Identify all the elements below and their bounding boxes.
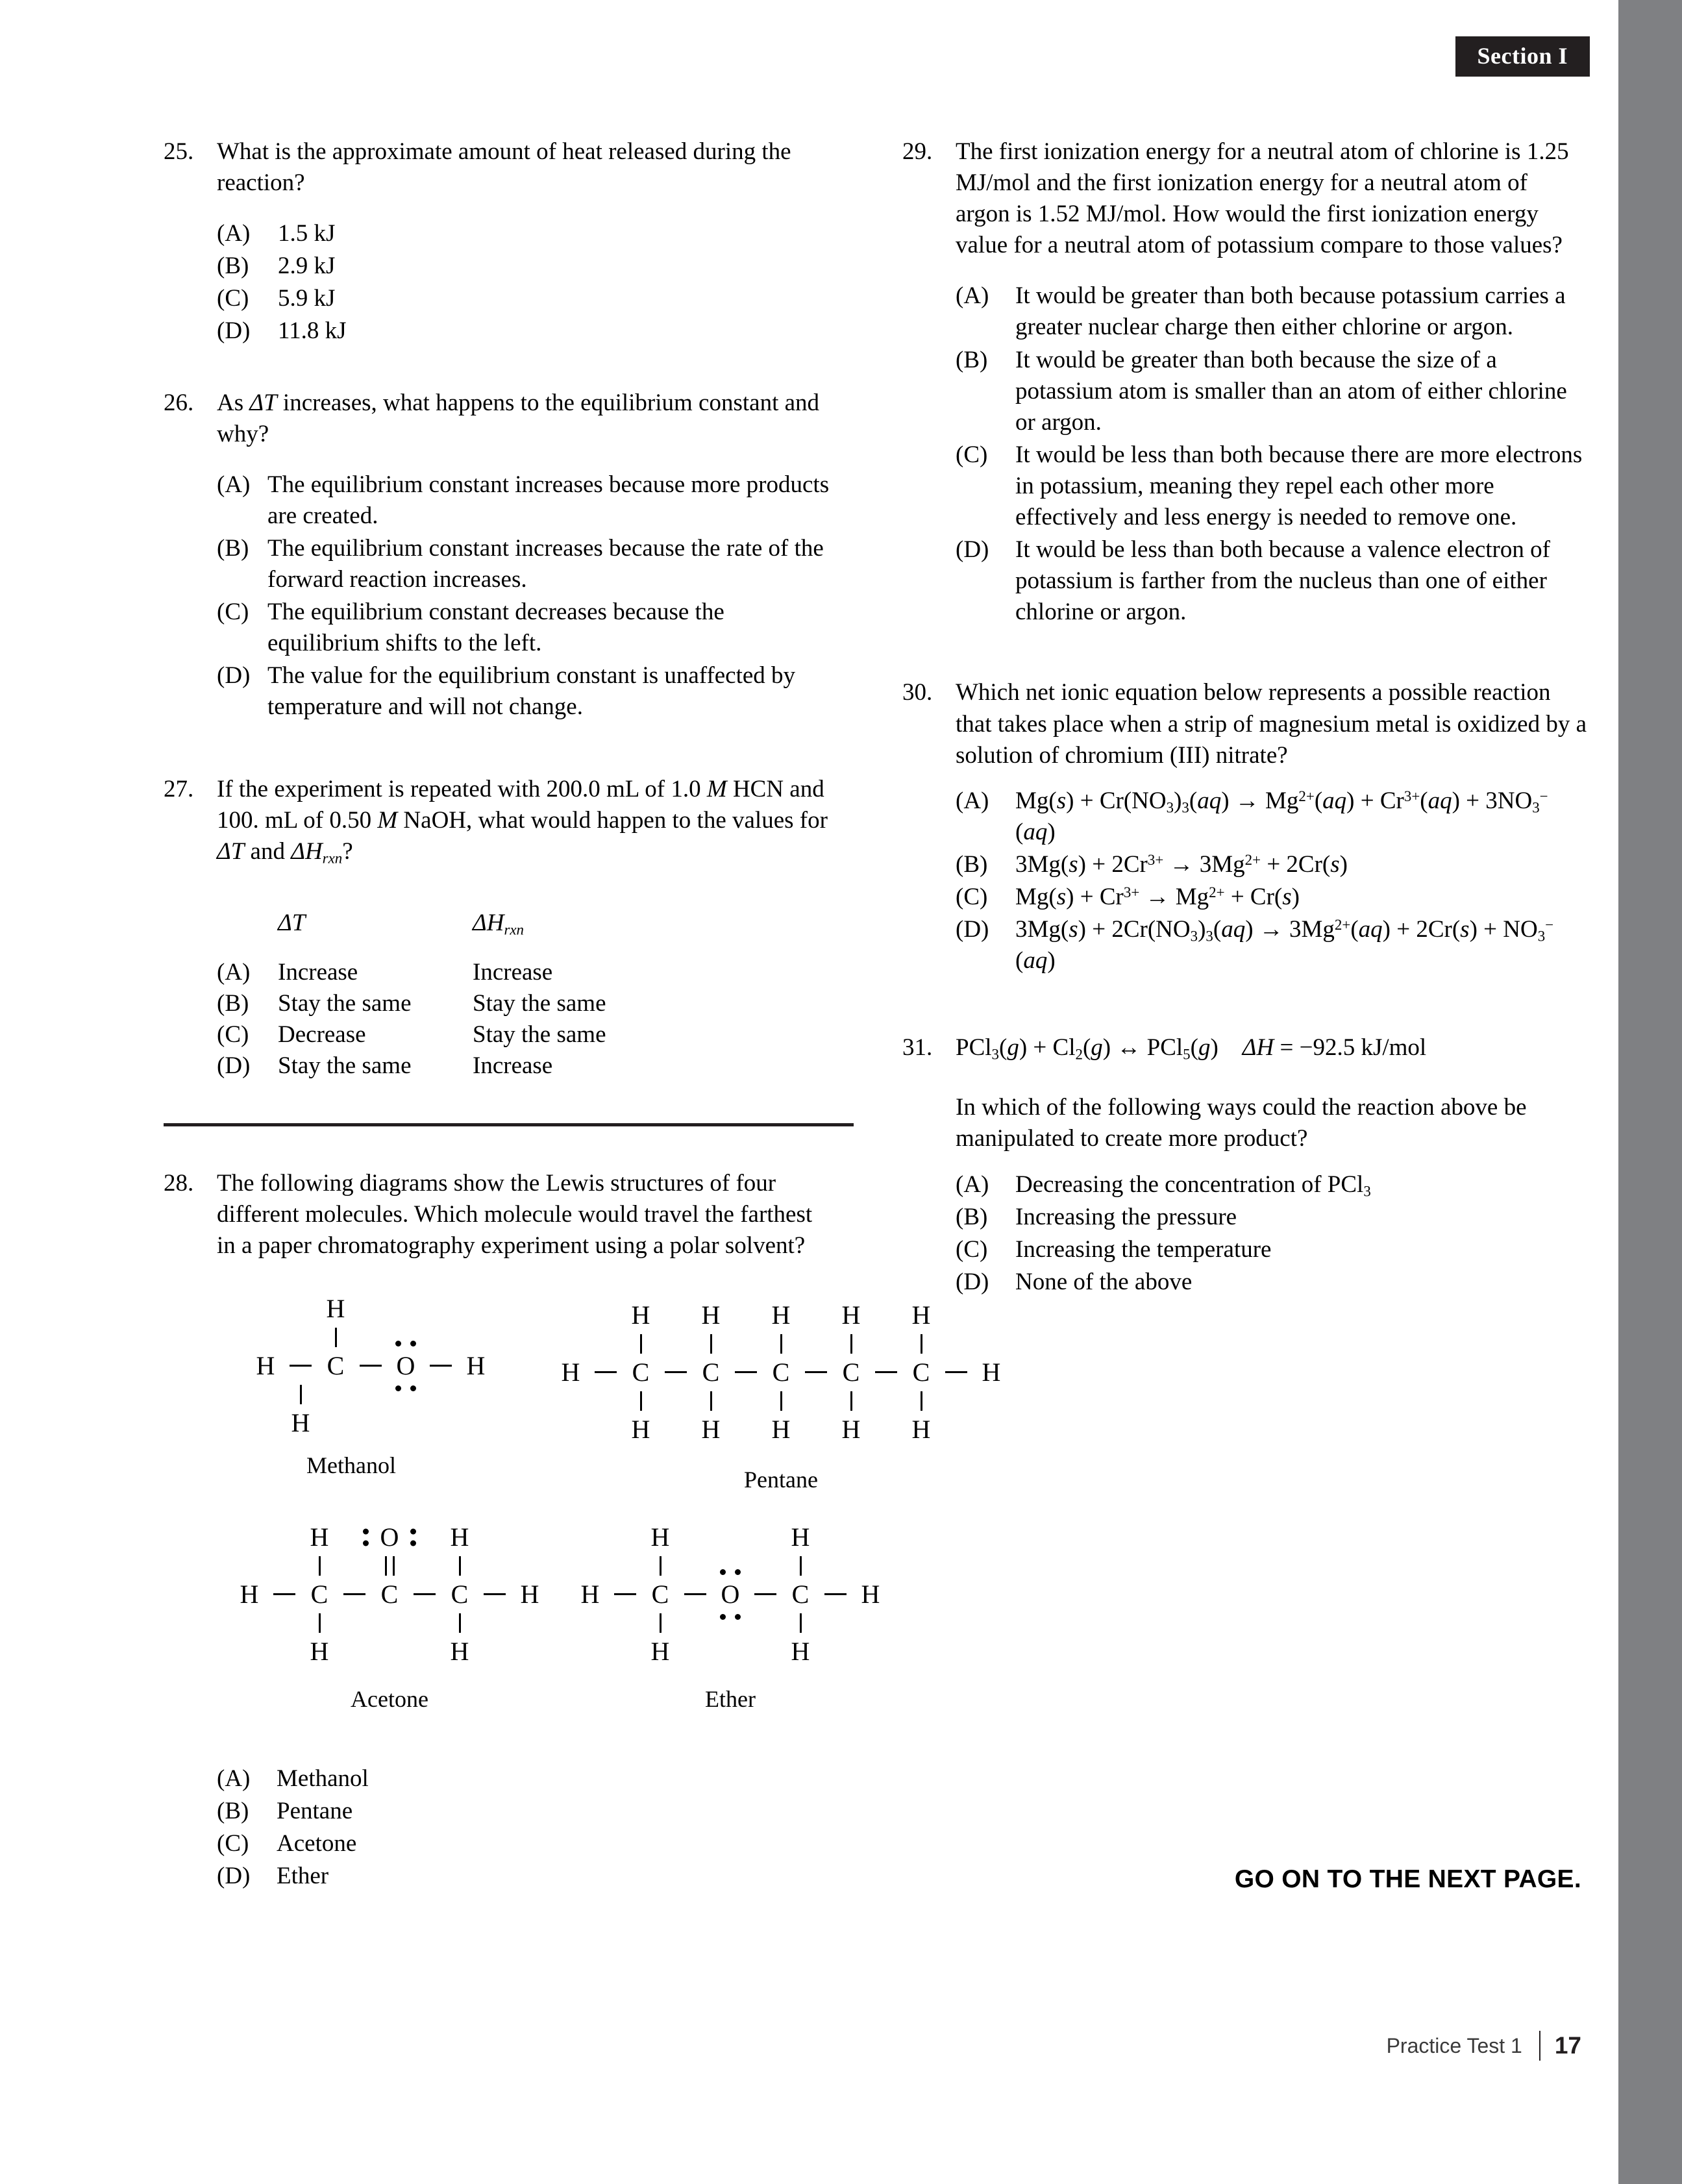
- column-header-delta-h-sub: rxn: [504, 921, 525, 938]
- choice-a-subscript: 3: [1363, 1182, 1371, 1199]
- row-delta-h: Stay the same: [473, 1021, 606, 1049]
- methanol-bottom-h-row: [248, 1406, 493, 1440]
- choice-a-letter: (A): [217, 471, 251, 498]
- choice-b[interactable]: [217, 533, 835, 595]
- atom-h: H: [771, 1414, 791, 1444]
- methanol-main-row: [248, 1349, 493, 1383]
- acetone-bottom-bond-row: [232, 1611, 547, 1635]
- choice-d-text: 11.8 kJ: [278, 317, 347, 345]
- lone-pair-left-icon: [363, 1528, 369, 1546]
- choice-a-text: [1015, 1169, 1587, 1200]
- methanol-top-bond-row: [248, 1326, 493, 1349]
- choice-d[interactable]: [956, 534, 1587, 628]
- question-28-head: [164, 1168, 835, 1261]
- choice-b[interactable]: [956, 345, 1587, 438]
- question-31-head: [902, 1032, 1587, 1063]
- q26-stem-pre: As: [217, 389, 250, 416]
- acetone-bottom-h-row: [232, 1635, 547, 1669]
- atom-o-with-lone-pairs: [388, 1349, 423, 1383]
- choice-a[interactable]: [956, 786, 1587, 848]
- question-30: [902, 677, 1587, 976]
- ether-top-h-row: [573, 1520, 888, 1554]
- bond-vertical: [442, 1556, 477, 1576]
- question-25-head: [164, 136, 835, 199]
- bond-horizontal: [477, 1593, 512, 1595]
- footer-page-number: 17: [1554, 2032, 1581, 2059]
- choice-b-text: The equilibrium constant increases because the rate of the forward reaction increases.: [267, 534, 824, 593]
- bond-vertical: [834, 1334, 869, 1354]
- bond-vertical: [693, 1391, 728, 1411]
- choice-c-letter: (C): [217, 1830, 249, 1857]
- atom-h: H: [771, 1300, 791, 1330]
- atom-h: H: [310, 1522, 329, 1552]
- question-26-stem: [217, 388, 835, 450]
- pentane-main-row: [553, 1356, 1009, 1389]
- choice-a-text: Methanol: [277, 1765, 369, 1792]
- atom-h: H: [650, 1636, 670, 1666]
- q26-stem-post: increases, what happens to the equilibrium constant and why?: [217, 389, 820, 447]
- choice-c-letter: (C): [956, 883, 988, 910]
- row-letter: (D): [217, 1052, 251, 1080]
- question-29-number: 29.: [902, 138, 933, 165]
- question-29-head: [902, 136, 1587, 261]
- lone-pair-bottom-icon: [713, 1614, 748, 1620]
- bond-vertical: [442, 1613, 477, 1633]
- choice-a-letter: (A): [217, 220, 251, 247]
- question-28-number: 28.: [164, 1170, 194, 1197]
- q27-qmark: ?: [342, 838, 353, 865]
- lone-pair-bottom-icon: [388, 1385, 423, 1391]
- atom-c: C: [772, 1357, 790, 1387]
- bond-vertical: [643, 1556, 678, 1576]
- choice-b-text: 2.9 kJ: [278, 253, 336, 280]
- question-29-stem: The first ionization energy for a neutral atom of chlorine is 1.25 MJ/mol and the first ionization energy for a neutral atom of argon is 1.52 MJ/mol. How would the first ionization energy value for a neutral atom of potassium compare to those values?: [956, 138, 1569, 259]
- atom-h: H: [450, 1522, 469, 1552]
- choice-a[interactable]: [217, 218, 835, 249]
- methanol-bottom-bond-row: [248, 1383, 493, 1406]
- question-27: [164, 774, 835, 1082]
- pentane-bottom-h-row: [553, 1413, 1009, 1446]
- choice-b-equation: $3Mg(s) + 2Cr^{3+} \to 3Mg^{2+} + 2Cr(s)$: [1015, 850, 1348, 878]
- acetone-top-bond-row: [232, 1554, 547, 1578]
- acetone-main-row: [232, 1578, 547, 1611]
- atom-h: H: [841, 1414, 861, 1444]
- question-31-number: 31.: [902, 1034, 933, 1061]
- table-row[interactable]: [217, 957, 835, 988]
- choice-a-letter: (A): [956, 787, 989, 814]
- bond-vertical: [643, 1613, 678, 1633]
- right-column: [902, 136, 1587, 1299]
- choice-b-text: It would be greater than both because the size of a potassium atom is smaller than an atom of either chlorine or argon.: [1015, 346, 1567, 436]
- row-delta-t: Stay the same: [278, 989, 412, 1017]
- lone-pair-top-icon: [388, 1341, 423, 1346]
- choice-b-letter: (B): [217, 253, 249, 280]
- atom-h: H: [466, 1350, 486, 1380]
- diagram-label-pentane: Pentane: [744, 1466, 818, 1493]
- bond-horizontal: [608, 1593, 643, 1595]
- bond-vertical: [904, 1391, 939, 1411]
- choice-d-letter: (D): [217, 662, 251, 689]
- atom-o: O: [721, 1579, 740, 1609]
- choice-c-text: 5.9 kJ: [278, 285, 336, 312]
- bond-vertical: [623, 1334, 658, 1354]
- atom-o-with-lone-pairs: [372, 1520, 407, 1554]
- bond-horizontal: [588, 1371, 623, 1373]
- choice-b-text: Pentane: [277, 1797, 353, 1824]
- bond-vertical: [693, 1334, 728, 1354]
- footer-divider: [1539, 2031, 1540, 2061]
- table-row[interactable]: [217, 1050, 835, 1082]
- atom-h: H: [631, 1300, 650, 1330]
- question-31: [902, 1032, 1587, 1298]
- atom-c: C: [632, 1357, 650, 1387]
- choice-a-text: 1.5 kJ: [278, 220, 336, 247]
- column-header-delta-h: [473, 908, 835, 939]
- choice-b[interactable]: [956, 849, 1587, 880]
- bond-horizontal: [423, 1365, 458, 1367]
- atom-o: O: [380, 1522, 399, 1552]
- choice-c[interactable]: [217, 283, 835, 314]
- choice-d-text: Ether: [277, 1862, 329, 1889]
- choice-d-text: It would be less than both because a valence electron of potassium is farther from the nucleus than one of either chlorine or argon.: [1015, 536, 1550, 626]
- atom-h: H: [450, 1636, 469, 1666]
- bond-horizontal: [283, 1365, 318, 1367]
- bond-vertical: [904, 1334, 939, 1354]
- choice-b-letter: (B): [217, 1797, 249, 1824]
- bond-horizontal: [728, 1371, 763, 1373]
- choice-d-equation: $3Mg(s) + 2Cr(NO_3)_3(aq) \to 3Mg^{2+}(aq) + 2Cr(s) + NO_3^-(aq)$: [1015, 916, 1554, 974]
- q27-part3: NaOH, what would happen to the values for: [397, 806, 828, 834]
- bond-vertical: [763, 1334, 798, 1354]
- atom-h: H: [310, 1636, 329, 1666]
- question-30-stem: Which net ionic equation below represents a possible reaction that takes place when a strip of magnesium metal is oxidized by a solution of chromium (III) nitrate?: [956, 679, 1587, 769]
- atom-h: H: [701, 1414, 721, 1444]
- bond-vertical: [623, 1391, 658, 1411]
- question-27-number: 27.: [164, 775, 194, 802]
- atom-h: H: [650, 1522, 670, 1552]
- atom-c: C: [380, 1579, 399, 1609]
- atom-h: H: [791, 1636, 810, 1666]
- q27-part1: If the experiment is repeated with 200.0 mL of 1.0: [217, 775, 707, 802]
- atom-c: C: [327, 1350, 345, 1380]
- question-27-stem: [217, 774, 835, 867]
- atom-o: O: [396, 1350, 415, 1380]
- bond-double-vertical: [372, 1556, 407, 1576]
- choice-d-letter: (D): [956, 1268, 989, 1295]
- atom-h: H: [791, 1522, 810, 1552]
- choice-c-equation: $Mg(s) + Cr^{3+} \to Mg^{2+} + Cr(s)$: [1015, 883, 1300, 910]
- choice-a-text-main: Decreasing the concentration of PCl: [1015, 1171, 1364, 1198]
- choice-b-letter: (B): [956, 1203, 988, 1230]
- section-divider: [164, 1123, 854, 1126]
- bond-vertical: [783, 1613, 818, 1633]
- atom-h: H: [326, 1293, 345, 1323]
- choice-a-letter: (A): [217, 1765, 251, 1792]
- choice-d[interactable]: [956, 914, 1587, 976]
- lewis-diagram-acetone: [232, 1520, 547, 1715]
- choice-c-letter: (C): [956, 441, 988, 468]
- row-delta-h: Increase: [473, 958, 553, 986]
- ether-main-row: [573, 1578, 888, 1611]
- atom-h: H: [256, 1350, 275, 1380]
- choice-c-letter: (C): [217, 285, 249, 312]
- choice-a[interactable]: [956, 280, 1587, 343]
- choice-d[interactable]: [217, 316, 835, 347]
- column-header-delta-h-sym: ΔH: [473, 909, 504, 936]
- q27-molarity-1: M: [706, 775, 727, 802]
- bond-vertical: [302, 1556, 337, 1576]
- bond-vertical: [283, 1385, 318, 1404]
- question-26-number: 26.: [164, 389, 194, 416]
- bond-horizontal: [939, 1371, 974, 1373]
- row-delta-t: Stay the same: [278, 1052, 412, 1080]
- choice-c-text: Increasing the temperature: [1015, 1235, 1272, 1263]
- atom-c: C: [451, 1579, 469, 1609]
- row-letter: (C): [217, 1021, 249, 1049]
- choice-c-letter: (C): [956, 1235, 988, 1263]
- lewis-diagram-ether: [573, 1520, 888, 1715]
- question-27-head: [164, 774, 835, 867]
- diagram-label-ether: Ether: [705, 1685, 756, 1712]
- question-29-choices: [956, 280, 1587, 628]
- footer-test-label: Practice Test 1: [1386, 2033, 1522, 2057]
- atom-c: C: [912, 1357, 930, 1387]
- choice-d-letter: (D): [217, 1862, 251, 1889]
- bond-vertical: [302, 1613, 337, 1633]
- choice-c-text: The equilibrium constant decreases because the equilibrium shifts to the left.: [267, 599, 724, 657]
- choice-b-letter: (B): [217, 534, 249, 562]
- choice-c[interactable]: [217, 1828, 835, 1859]
- question-30-number: 30.: [902, 679, 933, 706]
- diagram-label-acetone: Acetone: [351, 1685, 428, 1712]
- question-28-choices: [217, 1763, 835, 1892]
- question-29: [902, 136, 1587, 628]
- ether-bottom-h-row: [573, 1635, 888, 1669]
- atom-h: H: [982, 1357, 1001, 1387]
- table-row[interactable]: [217, 988, 835, 1019]
- atom-h: H: [631, 1414, 650, 1444]
- choice-b[interactable]: [217, 1796, 835, 1827]
- question-26: [164, 388, 835, 723]
- table-header-row: [217, 908, 835, 939]
- choice-a[interactable]: [217, 1763, 835, 1794]
- atom-h: H: [561, 1357, 580, 1387]
- row-letter: (A): [217, 958, 251, 986]
- page-footer: [1387, 2031, 1581, 2061]
- bond-vertical: [783, 1556, 818, 1576]
- question-26-choices: [217, 469, 835, 723]
- choice-c[interactable]: [217, 597, 835, 659]
- choice-b-text: Increasing the pressure: [1015, 1203, 1237, 1230]
- pentane-top-bond-row: [553, 1332, 1009, 1356]
- choice-d[interactable]: [217, 660, 835, 723]
- choice-d-text: The value for the equilibrium constant is unaffected by temperature and will not change.: [267, 662, 796, 721]
- question-30-choices: [956, 786, 1587, 977]
- bond-horizontal: [658, 1371, 693, 1373]
- row-delta-t: Increase: [278, 958, 358, 986]
- choice-d-letter: (D): [956, 536, 989, 564]
- question-28: [164, 1168, 1001, 1892]
- q27-molarity-2: M: [377, 806, 398, 834]
- choice-d[interactable]: [956, 1267, 1587, 1298]
- bond-horizontal: [748, 1593, 783, 1595]
- choice-b[interactable]: [217, 251, 835, 282]
- choice-c[interactable]: [956, 882, 1587, 913]
- question-30-head: [902, 677, 1587, 771]
- bond-vertical: [763, 1391, 798, 1411]
- question-25-number: 25.: [164, 138, 194, 165]
- choice-d-letter: (D): [956, 916, 989, 943]
- choice-c-text: Acetone: [277, 1830, 357, 1857]
- column-header-delta-t: ΔT: [278, 909, 306, 936]
- choice-c[interactable]: [956, 1234, 1587, 1265]
- bond-horizontal: [869, 1371, 904, 1373]
- choice-d-text: None of the above: [1015, 1268, 1193, 1295]
- atom-o-with-lone-pairs: [713, 1578, 748, 1611]
- atom-h: H: [841, 1300, 861, 1330]
- row-delta-h: Stay the same: [473, 989, 606, 1017]
- choice-d-letter: (D): [217, 317, 251, 345]
- question-25: [164, 136, 835, 347]
- q27-delta-t: ΔT: [217, 838, 245, 865]
- atom-h: H: [911, 1414, 931, 1444]
- q27-part2: HCN and 100. mL of 0.50: [217, 775, 824, 834]
- choice-c[interactable]: [956, 440, 1587, 533]
- question-31-stem: In which of the following ways could the reaction above be manipulated to create more product?: [956, 1094, 1527, 1152]
- lone-pair-right-icon: [410, 1528, 416, 1546]
- atom-h: H: [911, 1300, 931, 1330]
- choice-a-text: The equilibrium constant increases because more products are created.: [267, 471, 830, 529]
- diagram-label-methanol: Methanol: [306, 1452, 396, 1478]
- methanol-top-h-row: [248, 1292, 493, 1326]
- bond-horizontal: [337, 1593, 372, 1595]
- lewis-structure-diagrams: [170, 1292, 1001, 1746]
- choice-b-letter: (B): [956, 850, 988, 878]
- q27-delta-h-sub: rxn: [322, 850, 343, 867]
- choice-a-text: It would be greater than both because potassium carries a greater nuclear charge then either chlorine or argon.: [1015, 282, 1566, 341]
- choice-d[interactable]: [217, 1861, 835, 1892]
- atom-c: C: [310, 1579, 328, 1609]
- row-letter: (B): [217, 989, 249, 1017]
- section-tab: Section I: [1455, 36, 1590, 77]
- choice-a-letter: (A): [956, 1171, 989, 1198]
- choice-c-letter: (C): [217, 599, 249, 626]
- atom-h: H: [240, 1579, 259, 1609]
- acetone-top-row: [232, 1520, 547, 1554]
- atom-h: H: [861, 1579, 880, 1609]
- atom-c: C: [791, 1579, 810, 1609]
- bond-horizontal: [353, 1365, 388, 1367]
- question-27-table: [217, 908, 835, 1082]
- question-25-choices: [217, 218, 835, 347]
- row-delta-h: Increase: [473, 1052, 553, 1080]
- atom-c: C: [651, 1579, 669, 1609]
- go-on-notice: GO ON TO THE NEXT PAGE.: [1234, 1865, 1581, 1893]
- q27-and: and: [244, 838, 291, 865]
- bond-vertical: [318, 1328, 353, 1347]
- question-28-stem: The following diagrams show the Lewis structures of four different molecules. Which molecule would travel the farthest in a paper chromatography experiment using a polar solvent?: [217, 1170, 813, 1260]
- choice-a[interactable]: [217, 469, 835, 532]
- lewis-diagram-pentane: [553, 1298, 1009, 1495]
- question-31-choices: [956, 1169, 1587, 1298]
- row-delta-t: Decrease: [278, 1021, 366, 1049]
- bond-horizontal: [678, 1593, 713, 1595]
- bond-horizontal: [407, 1593, 442, 1595]
- choice-b-letter: (B): [956, 346, 988, 373]
- bond-horizontal: [818, 1593, 853, 1595]
- lone-pair-top-icon: [713, 1569, 748, 1575]
- choice-c-text: It would be less than both because there are more electrons in potassium, meaning they repel each other more effectively and less energy is needed to remove one.: [1015, 441, 1583, 531]
- atom-c: C: [702, 1357, 720, 1387]
- question-25-stem: What is the approximate amount of heat released during the reaction?: [217, 138, 791, 197]
- pentane-bottom-bond-row: [553, 1389, 1009, 1413]
- choice-b[interactable]: [956, 1202, 1587, 1233]
- atom-c: C: [842, 1357, 860, 1387]
- question-26-head: [164, 388, 835, 450]
- page-edge-band: [1618, 0, 1682, 2184]
- choice-a-equation: $Mg(s) + Cr(NO_3)_3(aq) \to Mg^{2+}(aq) + Cr^{3+}(aq) + 3NO_3^-(aq)$: [1015, 787, 1548, 845]
- lewis-diagram-methanol: [248, 1292, 493, 1481]
- bond-horizontal: [798, 1371, 834, 1373]
- atom-h: H: [520, 1579, 539, 1609]
- choice-a[interactable]: [956, 1169, 1587, 1200]
- question-31-equation: $PCl_3(g) + Cl_2(g)$ ↔ PCl$_5$(g) ΔH = −92.5 kJ/mol: [956, 1034, 1427, 1063]
- bond-vertical: [834, 1391, 869, 1411]
- atom-h: H: [580, 1579, 600, 1609]
- choice-a-letter: (A): [956, 282, 989, 310]
- q26-stem-math: ΔT: [249, 389, 277, 416]
- q27-delta-h: [291, 838, 352, 865]
- pentane-top-h-row: [553, 1298, 1009, 1332]
- atom-h: H: [701, 1300, 721, 1330]
- bond-horizontal: [267, 1593, 302, 1595]
- table-row[interactable]: [217, 1019, 835, 1050]
- atom-h: H: [291, 1408, 310, 1437]
- q27-delta-h-sym: ΔH: [291, 838, 323, 865]
